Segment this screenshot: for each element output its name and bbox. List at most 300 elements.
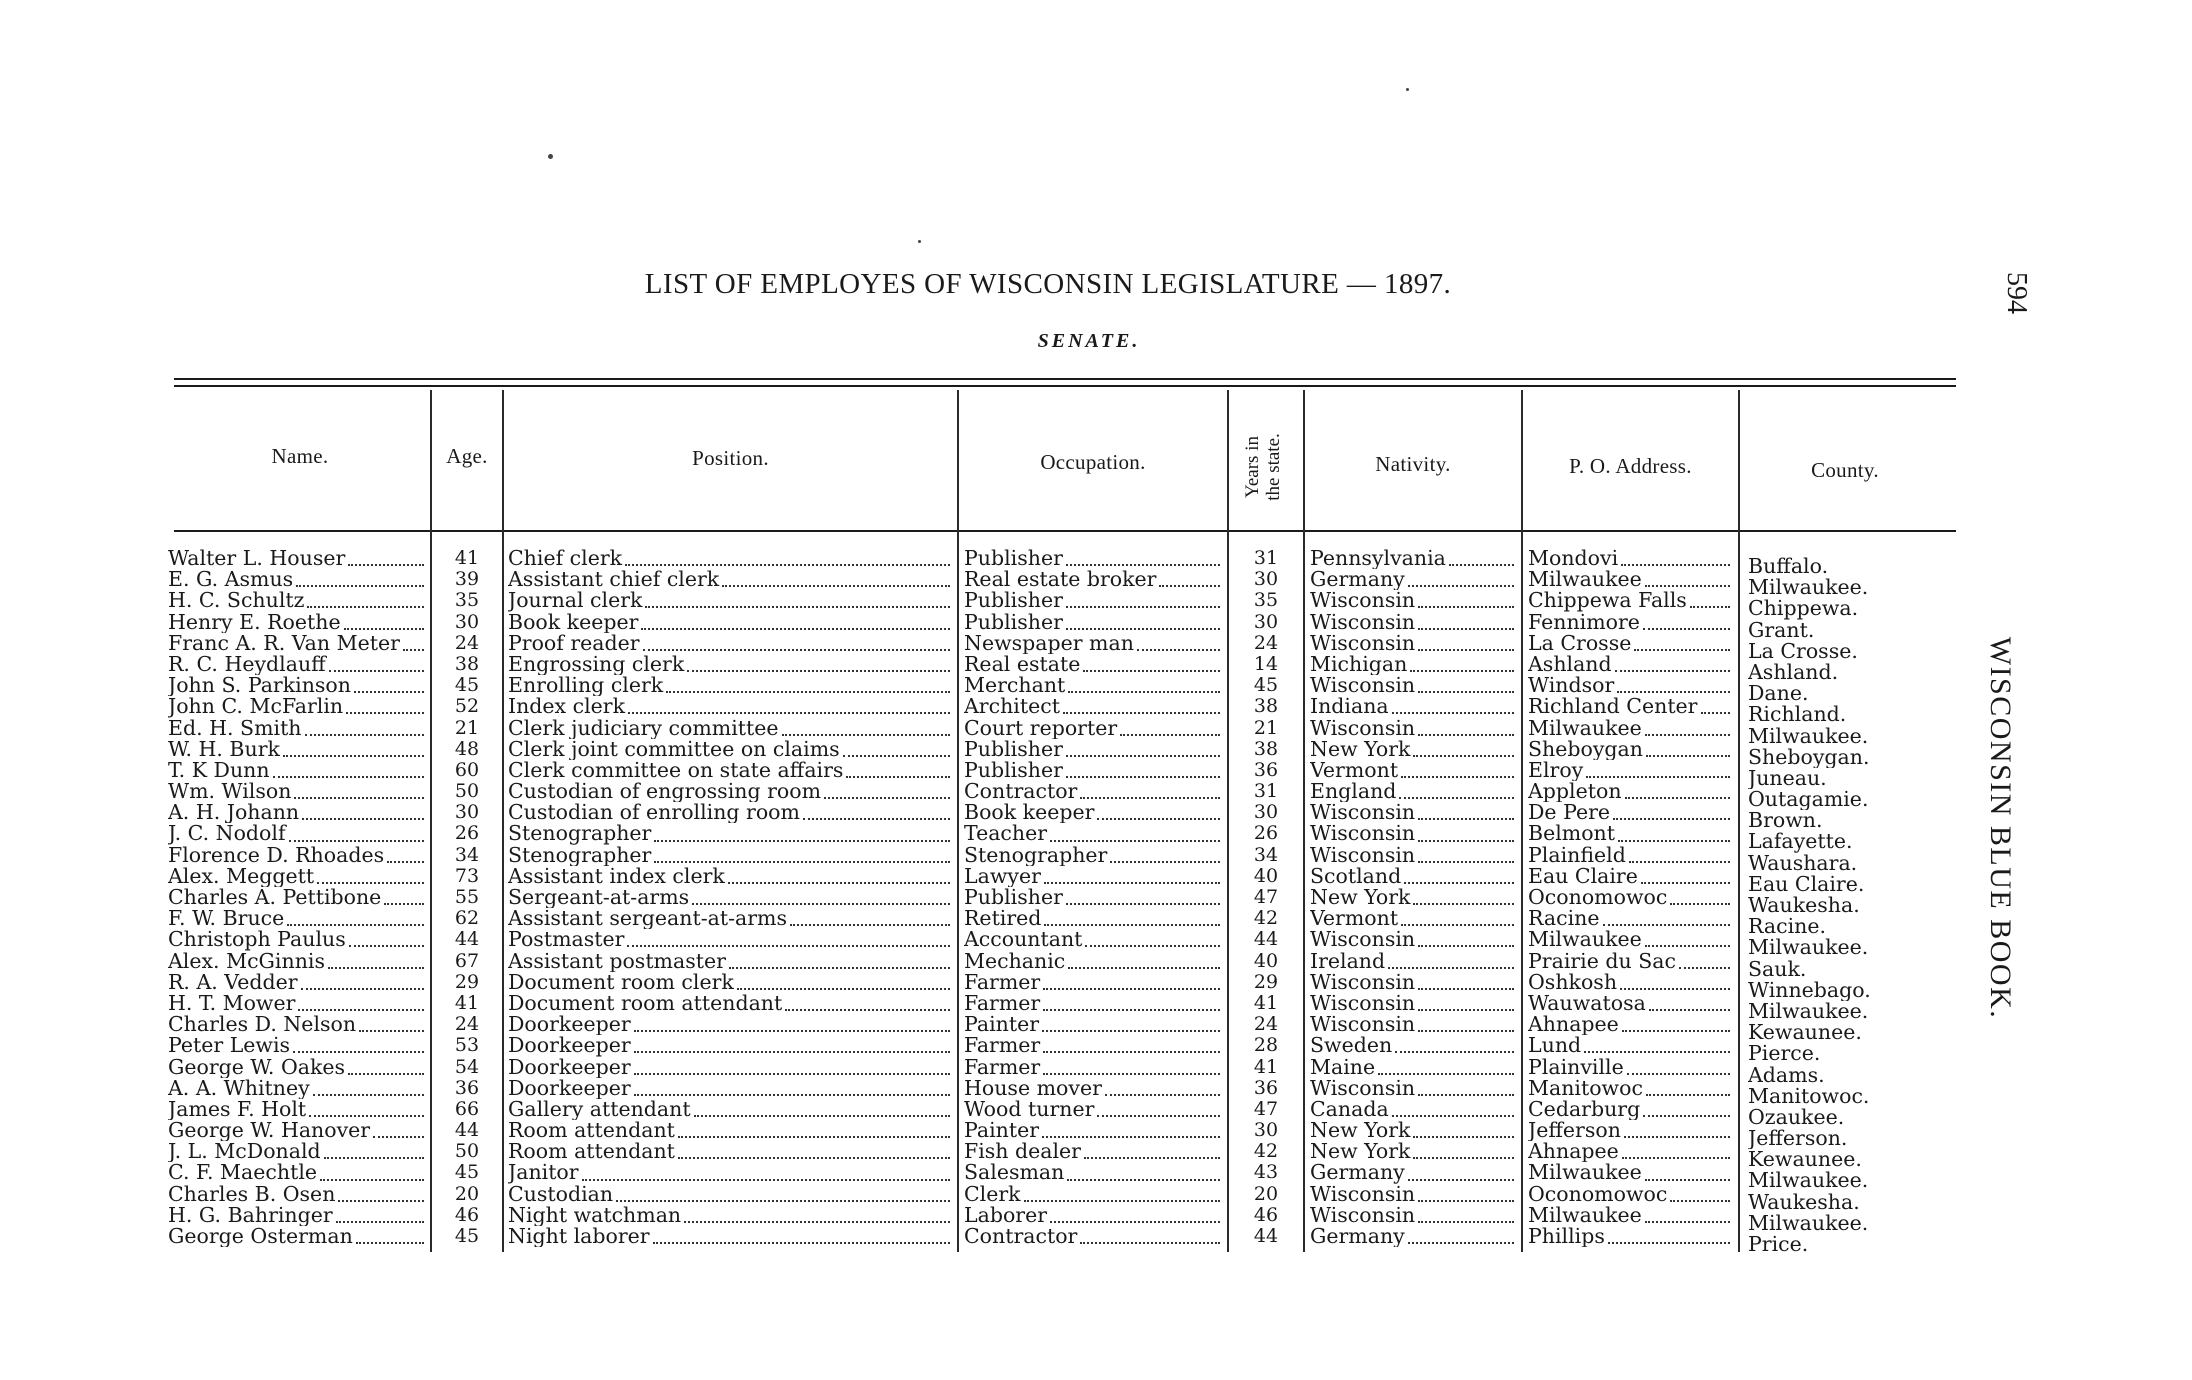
table-cell-address xyxy=(1528,675,1732,696)
table-cell-years: 41 xyxy=(1253,1056,1279,1078)
table-cell-address xyxy=(1528,781,1732,802)
table-cell-occupation xyxy=(964,654,1222,675)
dot-leader xyxy=(1418,644,1514,651)
dot-leader xyxy=(289,835,424,842)
table-cell-nativity xyxy=(1310,718,1516,739)
table-cell-county: Milwaukee. xyxy=(1748,1170,1869,1192)
dot-leader xyxy=(1410,665,1514,672)
table-cell-address xyxy=(1528,866,1732,887)
column-position xyxy=(508,548,952,1247)
header-bottom-rule xyxy=(174,530,1956,532)
table-cell-address xyxy=(1528,908,1732,929)
dot-leader xyxy=(634,1046,950,1053)
cell-text: Wisconsin xyxy=(1310,992,1416,1015)
table-cell-name xyxy=(168,972,426,993)
table-cell-years: 44 xyxy=(1253,929,1279,951)
table-top-rule-inner xyxy=(174,385,1956,387)
cell-text: Appleton xyxy=(1528,781,1622,803)
table-cell-years: 24 xyxy=(1253,632,1279,654)
cell-text: Night laborer xyxy=(508,1226,650,1248)
table-cell-occupation xyxy=(964,1226,1222,1247)
table-cell-occupation xyxy=(964,569,1222,590)
table-cell-nativity xyxy=(1310,1014,1516,1035)
dot-leader xyxy=(1024,1195,1220,1202)
table-cell-address xyxy=(1528,993,1732,1014)
cell-text: Clerk committee on state affairs xyxy=(508,759,844,782)
table-cell-occupation xyxy=(964,718,1222,739)
cell-text: Doorkeeper xyxy=(508,1077,631,1099)
table-cell-name xyxy=(168,866,426,887)
cell-text: Eau Claire xyxy=(1528,865,1638,887)
dot-leader xyxy=(1615,665,1730,672)
table-cell-occupation xyxy=(964,760,1222,781)
dot-leader xyxy=(1629,856,1730,863)
dot-leader xyxy=(1646,1089,1730,1096)
table-cell-address xyxy=(1528,929,1732,950)
column-header-county: County. xyxy=(1811,458,1879,482)
dot-leader xyxy=(1083,665,1220,672)
table-cell-age: 66 xyxy=(454,1098,480,1120)
table-cell-years: 36 xyxy=(1253,1077,1279,1099)
cell-text: Ashland xyxy=(1528,653,1612,676)
dot-leader xyxy=(1401,919,1514,926)
cell-text: Merchant xyxy=(964,675,1066,697)
cell-text: Wisconsin xyxy=(1310,971,1416,993)
table-cell-nativity xyxy=(1310,929,1516,950)
dot-leader xyxy=(320,1174,424,1181)
dot-leader xyxy=(616,1195,950,1202)
cell-text: Wisconsin xyxy=(1310,590,1416,612)
table-cell-position xyxy=(508,760,952,781)
table-cell-name xyxy=(168,993,426,1014)
cell-text: Vermont xyxy=(1310,908,1399,930)
dot-leader xyxy=(1067,1174,1220,1181)
cell-text: Salesman xyxy=(964,1162,1065,1184)
dot-leader xyxy=(1418,729,1514,736)
cell-text: Document room attendant xyxy=(508,992,783,1015)
table-cell-address xyxy=(1528,718,1732,739)
cell-text: Elroy xyxy=(1528,759,1584,782)
dot-leader xyxy=(1066,771,1220,778)
table-cell-county: Chippewa. xyxy=(1748,598,1859,620)
dot-leader xyxy=(283,750,424,757)
table-cell-nativity xyxy=(1310,612,1516,633)
table-cell-county: Ozaukee. xyxy=(1748,1106,1845,1129)
cell-text: Sergeant-at-arms xyxy=(508,887,690,909)
cell-text: Cedarburg xyxy=(1528,1098,1641,1121)
table-cell-age: 45 xyxy=(454,1162,480,1184)
table-cell-county: Waukesha. xyxy=(1748,1191,1860,1213)
table-cell-nativity xyxy=(1310,1078,1516,1099)
table-cell-years: 38 xyxy=(1253,738,1279,760)
table-cell-nativity xyxy=(1310,569,1516,590)
dot-leader xyxy=(338,1195,424,1202)
cell-text: Richland Center xyxy=(1528,696,1698,718)
cell-text: House mover xyxy=(964,1077,1102,1099)
table-cell-address xyxy=(1528,633,1732,654)
dot-leader xyxy=(344,623,424,630)
dot-leader xyxy=(1701,707,1731,714)
table-cell-years: 40 xyxy=(1253,950,1279,972)
table-cell-position xyxy=(508,908,952,929)
table-cell-position xyxy=(508,951,952,972)
table-cell-nativity xyxy=(1310,993,1516,1014)
table-cell-county: Kewaunee. xyxy=(1748,1022,1862,1044)
dot-leader xyxy=(1378,1068,1514,1075)
dot-leader xyxy=(1063,707,1220,714)
cell-text: Assistant postmaster xyxy=(508,950,726,972)
cell-text: Scotland xyxy=(1310,865,1402,887)
cell-text: New York xyxy=(1310,1120,1411,1142)
dot-leader xyxy=(1627,1068,1730,1075)
cell-text: Publisher xyxy=(964,590,1063,612)
dot-leader xyxy=(1645,729,1730,736)
dot-leader xyxy=(643,644,950,651)
table-cell-county: Brown. xyxy=(1748,810,1823,832)
table-cell-county: Lafayette. xyxy=(1748,831,1853,853)
dot-leader xyxy=(1120,729,1220,736)
table-cell-address xyxy=(1528,569,1732,590)
table-cell-nativity xyxy=(1310,908,1516,929)
dot-leader xyxy=(1395,1046,1514,1053)
dot-leader xyxy=(301,983,424,990)
table-cell-address xyxy=(1528,1226,1732,1247)
table-cell-years: 43 xyxy=(1253,1162,1279,1184)
dot-leader xyxy=(1068,962,1220,969)
dot-leader xyxy=(645,601,950,608)
table-cell-occupation xyxy=(964,675,1222,696)
table-cell-county: Manitowoc. xyxy=(1748,1085,1870,1107)
cell-text: Indiana xyxy=(1310,696,1389,718)
cell-text: Milwaukee xyxy=(1528,1162,1642,1184)
table-cell-occupation xyxy=(964,1205,1222,1226)
cell-text: J. C. Nodolf xyxy=(168,823,286,845)
table-cell-years: 30 xyxy=(1253,611,1279,633)
table-cell-position xyxy=(508,1078,952,1099)
dot-leader xyxy=(313,1089,424,1096)
column-divider xyxy=(1227,390,1229,1252)
cell-text: Farmer xyxy=(964,971,1041,993)
dot-leader xyxy=(294,792,424,799)
table-cell-name xyxy=(168,1184,426,1205)
table-cell-age: 24 xyxy=(454,632,480,654)
cell-text: F. W. Bruce xyxy=(168,908,285,930)
table-cell-occupation xyxy=(964,1099,1222,1120)
cell-text: Ireland xyxy=(1310,950,1386,972)
dot-leader xyxy=(1418,940,1514,947)
column-years xyxy=(1235,548,1297,1247)
cell-text: Index clerk xyxy=(508,696,626,718)
cell-text: Milwaukee xyxy=(1528,717,1642,739)
table-cell-address xyxy=(1528,887,1732,908)
cell-text: Document room clerk xyxy=(508,971,734,993)
dot-leader xyxy=(687,665,950,672)
table-cell-age: 44 xyxy=(454,929,480,951)
table-cell-age: 62 xyxy=(454,908,480,930)
cell-text: Michigan xyxy=(1310,653,1408,676)
dot-leader xyxy=(1105,1089,1220,1096)
table-cell-age: 21 xyxy=(454,717,480,739)
table-cell-years: 14 xyxy=(1253,653,1279,675)
table-cell-name xyxy=(168,1226,426,1247)
table-cell-age: 50 xyxy=(454,781,480,803)
cell-text: Oshkosh xyxy=(1528,971,1618,993)
cell-text: Publisher xyxy=(964,738,1063,760)
table-cell-occupation xyxy=(964,696,1222,717)
table-cell-years: 30 xyxy=(1253,569,1279,591)
cell-text: Assistant sergeant-at-arms xyxy=(508,908,788,930)
table-cell-address xyxy=(1528,654,1732,675)
cell-text: E. G. Asmus xyxy=(168,569,294,591)
section-title: SENATE. xyxy=(1037,330,1141,352)
cell-text: Manitowoc xyxy=(1528,1077,1643,1099)
table-cell-name xyxy=(168,675,426,696)
table-cell-county: Dane. xyxy=(1748,683,1809,705)
table-cell-occupation xyxy=(964,1162,1222,1183)
dot-leader xyxy=(373,1131,424,1138)
dot-leader xyxy=(348,559,424,566)
dot-leader xyxy=(785,1004,950,1011)
dot-leader xyxy=(1418,601,1514,608)
dot-leader xyxy=(1043,1004,1220,1011)
dot-leader xyxy=(1044,919,1220,926)
table-cell-nativity xyxy=(1310,866,1516,887)
dot-leader xyxy=(678,1131,950,1138)
dot-leader xyxy=(1418,1089,1514,1096)
dot-leader xyxy=(1159,580,1220,587)
cell-text: Wisconsin xyxy=(1310,1014,1416,1036)
cell-text: Wisconsin xyxy=(1310,717,1416,739)
dot-leader xyxy=(287,919,424,926)
cell-text: Chief clerk xyxy=(508,548,623,570)
table-cell-nativity xyxy=(1310,1184,1516,1205)
column-age xyxy=(432,548,502,1247)
column-occupation xyxy=(964,548,1222,1247)
table-cell-name xyxy=(168,1057,426,1078)
cell-text: Canada xyxy=(1310,1098,1389,1121)
cell-text: J. L. McDonald xyxy=(168,1141,321,1163)
table-cell-years: 38 xyxy=(1253,696,1279,718)
table-cell-address xyxy=(1528,760,1732,781)
table-cell-occupation xyxy=(964,929,1222,950)
cell-text: Oconomowoc xyxy=(1528,1183,1668,1205)
table-cell-nativity xyxy=(1310,548,1516,569)
table-cell-nativity xyxy=(1310,654,1516,675)
dot-leader xyxy=(846,771,950,778)
table-cell-name xyxy=(168,696,426,717)
dot-leader xyxy=(1645,580,1730,587)
table-cell-occupation xyxy=(964,1057,1222,1078)
table-cell-position xyxy=(508,972,952,993)
cell-text: Milwaukee xyxy=(1528,1204,1642,1226)
table-cell-nativity xyxy=(1310,887,1516,908)
table-cell-name xyxy=(168,802,426,823)
column-header-nativity: Nativity. xyxy=(1375,452,1451,476)
table-cell-address xyxy=(1528,739,1732,760)
dot-leader xyxy=(1084,1152,1220,1159)
dot-leader xyxy=(1622,1025,1730,1032)
table-cell-position xyxy=(508,1205,952,1226)
table-cell-address xyxy=(1528,696,1732,717)
cell-text: Jefferson xyxy=(1528,1120,1621,1142)
table-cell-position xyxy=(508,675,952,696)
table-cell-address xyxy=(1528,612,1732,633)
dot-leader xyxy=(359,1025,424,1032)
table-cell-years: 31 xyxy=(1253,548,1279,569)
dot-leader xyxy=(653,1237,950,1244)
cell-text: Sweden xyxy=(1310,1035,1393,1057)
table-cell-years: 40 xyxy=(1253,865,1279,887)
cell-text: Charles A. Pettibone xyxy=(168,887,382,909)
dot-leader xyxy=(1617,686,1730,693)
table-cell-occupation xyxy=(964,1184,1222,1205)
page-title: LIST OF EMPLOYES OF WISCONSIN LEGISLATURE — 1897. xyxy=(644,268,1452,300)
cell-text: Christoph Paulus xyxy=(168,929,346,951)
table-cell-nativity xyxy=(1310,951,1516,972)
table-cell-county: Juneau. xyxy=(1748,767,1827,790)
table-cell-nativity xyxy=(1310,1141,1516,1162)
table-cell-address xyxy=(1528,1035,1732,1056)
table-cell-occupation xyxy=(964,1014,1222,1035)
cell-text: Wisconsin xyxy=(1310,844,1416,866)
dot-leader xyxy=(1418,1195,1514,1202)
dot-leader xyxy=(1670,1195,1730,1202)
table-cell-years: 20 xyxy=(1253,1183,1279,1205)
cell-text: Real estate xyxy=(964,653,1081,676)
cell-text: Henry E. Roethe xyxy=(168,611,341,633)
table-cell-county: Adams. xyxy=(1748,1064,1825,1086)
table-cell-position xyxy=(508,1057,952,1078)
table-cell-age: 50 xyxy=(454,1141,480,1163)
table-cell-address xyxy=(1528,1057,1732,1078)
dot-leader xyxy=(329,665,424,672)
cell-text: Farmer xyxy=(964,1056,1041,1078)
table-cell-name xyxy=(168,929,426,950)
cell-text: Real estate broker xyxy=(964,569,1157,591)
dot-leader xyxy=(356,1237,424,1244)
cell-text: Wauwatosa xyxy=(1528,992,1646,1015)
cell-text: Plainfield xyxy=(1528,844,1626,866)
cell-text: England xyxy=(1310,781,1397,803)
table-cell-address xyxy=(1528,823,1732,844)
column-header-name: Name. xyxy=(271,444,329,468)
table-cell-occupation xyxy=(964,908,1222,929)
cell-text: Mondovi xyxy=(1528,548,1619,570)
cell-text: Germany xyxy=(1310,1162,1405,1184)
cell-text: George Osterman xyxy=(168,1226,353,1248)
table-cell-nativity xyxy=(1310,590,1516,611)
table-cell-county: La Crosse. xyxy=(1748,640,1858,662)
cell-text: Oconomowoc xyxy=(1528,887,1668,909)
table-cell-years: 47 xyxy=(1253,887,1279,908)
dot-leader xyxy=(1408,1237,1514,1244)
dot-leader xyxy=(803,813,950,820)
cell-text: Room attendant xyxy=(508,1141,675,1163)
dot-leader xyxy=(1418,813,1514,820)
table-cell-name xyxy=(168,590,426,611)
table-cell-nativity xyxy=(1310,845,1516,866)
dot-leader xyxy=(1418,1004,1514,1011)
dot-leader xyxy=(1066,601,1220,608)
dot-leader xyxy=(317,877,424,884)
dot-leader xyxy=(1418,1025,1514,1032)
dot-leader xyxy=(298,1004,424,1011)
cell-text: Charles B. Osen xyxy=(168,1183,336,1205)
dot-leader xyxy=(346,707,424,714)
column-divider xyxy=(502,390,504,1252)
table-cell-name xyxy=(168,1035,426,1056)
table-cell-position xyxy=(508,612,952,633)
table-cell-years: 42 xyxy=(1253,908,1279,930)
table-cell-position xyxy=(508,866,952,887)
table-cell-occupation xyxy=(964,590,1222,611)
table-cell-name xyxy=(168,760,426,781)
table-cell-nativity xyxy=(1310,760,1516,781)
dot-leader xyxy=(790,919,950,926)
table-cell-nativity xyxy=(1310,823,1516,844)
cell-text: John C. McFarlin xyxy=(168,696,344,718)
dot-leader xyxy=(684,1216,950,1223)
dot-leader xyxy=(336,1216,424,1223)
cell-text: Postmaster xyxy=(508,929,625,951)
cell-text: Custodian of engrossing room xyxy=(508,781,822,803)
table-cell-age: 45 xyxy=(454,675,480,697)
dot-leader xyxy=(1042,1025,1220,1032)
table-cell-county: Milwaukee. xyxy=(1748,1212,1869,1234)
column-divider xyxy=(1738,390,1740,1252)
column-header-address: P. O. Address. xyxy=(1569,454,1692,478)
dot-leader xyxy=(1418,1216,1514,1223)
dot-leader xyxy=(1621,559,1730,566)
dot-leader xyxy=(666,686,950,693)
cell-text: Clerk xyxy=(964,1183,1021,1205)
cell-text: Plainville xyxy=(1528,1056,1624,1078)
table-cell-occupation xyxy=(964,1035,1222,1056)
table-cell-name xyxy=(168,1162,426,1183)
dot-leader xyxy=(1413,750,1514,757)
table-cell-age: 30 xyxy=(454,611,480,633)
dot-leader xyxy=(1413,1131,1514,1138)
table-cell-address xyxy=(1528,548,1732,569)
cell-text: Custodian xyxy=(508,1183,614,1205)
table-cell-age: 34 xyxy=(454,844,480,866)
table-cell-position xyxy=(508,929,952,950)
table-cell-nativity xyxy=(1310,696,1516,717)
cell-text: Publisher xyxy=(964,548,1063,570)
dot-leader xyxy=(678,1152,950,1159)
table-cell-occupation xyxy=(964,1141,1222,1162)
cell-text: R. C. Heydlauff xyxy=(168,653,326,676)
dot-leader xyxy=(1418,623,1514,630)
cell-text: Laborer xyxy=(964,1204,1048,1226)
table-cell-occupation xyxy=(964,887,1222,908)
table-cell-name xyxy=(168,1120,426,1141)
cell-text: La Crosse xyxy=(1528,632,1632,654)
cell-text: Wisconsin xyxy=(1310,802,1416,824)
dot-leader xyxy=(641,623,950,630)
cell-text: Peter Lewis xyxy=(168,1035,291,1057)
table-cell-name xyxy=(168,1141,426,1162)
table-cell-position xyxy=(508,548,952,569)
cell-text: T. K Dunn xyxy=(168,759,270,782)
cell-text: Doorkeeper xyxy=(508,1014,631,1036)
table-cell-county: Racine. xyxy=(1748,916,1827,938)
dot-leader xyxy=(1645,1216,1730,1223)
dot-leader xyxy=(1603,919,1731,926)
dot-leader xyxy=(1641,877,1730,884)
cell-text: John S. Parkinson xyxy=(168,675,351,697)
cell-text: Night watchman xyxy=(508,1204,682,1226)
